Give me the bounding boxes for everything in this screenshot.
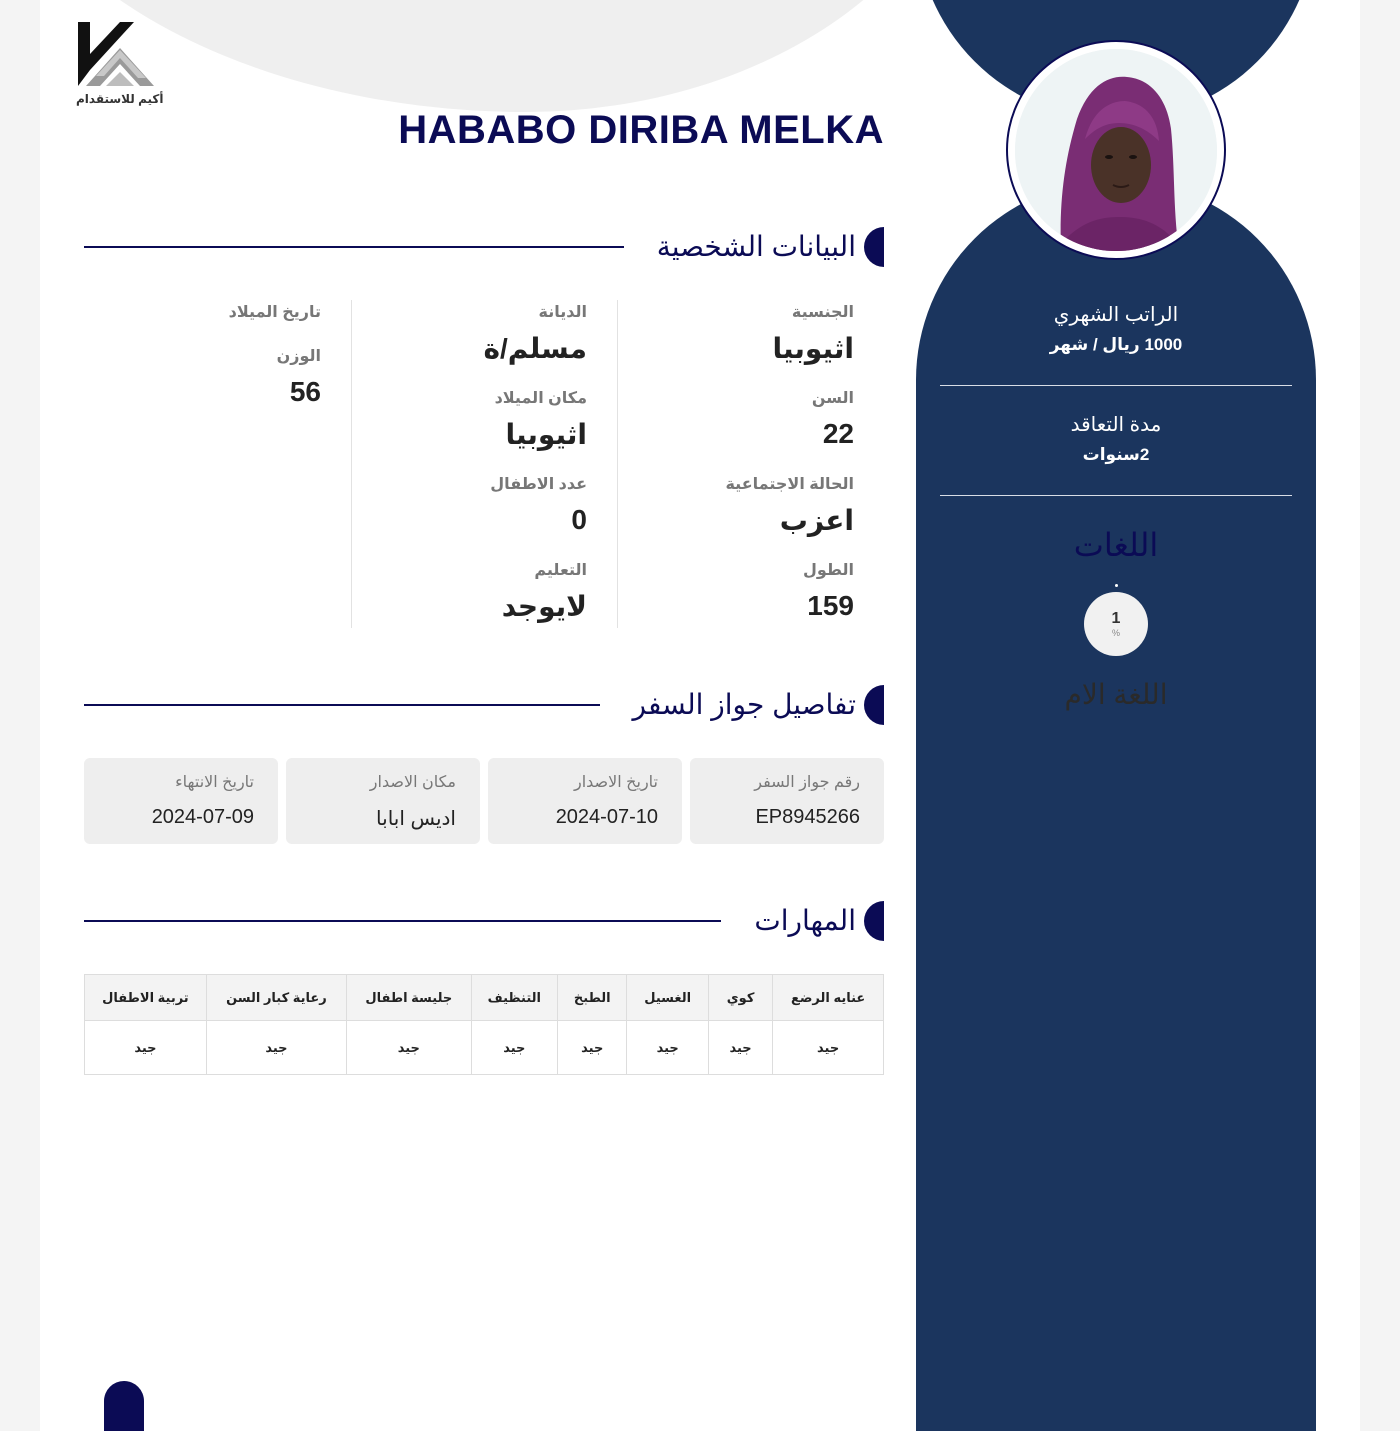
section-marker bbox=[864, 901, 884, 941]
religion-label: الديانة bbox=[538, 304, 587, 321]
height-label: الطول bbox=[803, 562, 854, 579]
height-value: 159 bbox=[807, 590, 854, 621]
salary-value: 1000 ريال / شهر bbox=[1049, 335, 1183, 354]
logo-mark-icon bbox=[76, 20, 158, 92]
issue-date-value: 2024-07-10 bbox=[555, 806, 658, 828]
age-label: السن bbox=[811, 390, 854, 407]
birth-date-label: تاريخ الميلاد bbox=[228, 304, 321, 321]
issue-date-card bbox=[488, 758, 682, 844]
passport-number-label: رقم جواز السفر bbox=[754, 774, 860, 791]
religion-value: مسلم/ة bbox=[483, 333, 587, 364]
passport-number-value: EP8945266 bbox=[755, 806, 860, 828]
personal-section-title: البيانات الشخصية bbox=[656, 231, 856, 262]
skill-header: كوي bbox=[708, 975, 772, 1021]
marital-status-value: اعزب bbox=[779, 505, 854, 536]
age-field bbox=[812, 388, 854, 450]
section-divider bbox=[84, 704, 600, 706]
skill-value: جيد bbox=[773, 1021, 884, 1075]
skill-value: جيد bbox=[347, 1021, 472, 1075]
photo-frame bbox=[1006, 40, 1226, 260]
issue-place-label: مكان الاصدار bbox=[369, 774, 456, 791]
education-field bbox=[502, 560, 587, 623]
nationality-field bbox=[772, 302, 854, 365]
education-value: لايوجد bbox=[501, 591, 587, 622]
language-level-unit: % bbox=[1111, 628, 1120, 638]
section-divider bbox=[84, 246, 624, 248]
birth-date-field bbox=[229, 302, 321, 332]
skill-value: جيد bbox=[471, 1021, 557, 1075]
sidebar-divider bbox=[940, 495, 1292, 496]
header-background bbox=[40, 0, 980, 112]
language-level-circle bbox=[1084, 592, 1148, 656]
candidate-name: HABABO DIRIBA MELKA bbox=[398, 108, 884, 152]
salary-block bbox=[940, 302, 1292, 355]
skill-value: جيد bbox=[708, 1021, 772, 1075]
sidebar-divider bbox=[940, 385, 1292, 386]
weight-label: الوزن bbox=[276, 348, 321, 365]
skill-header: تربية الاطفال bbox=[85, 975, 207, 1021]
birth-place-label: مكان الميلاد bbox=[494, 390, 587, 407]
religion-field bbox=[483, 302, 587, 365]
weight-field bbox=[277, 346, 321, 408]
personal-grid bbox=[84, 300, 884, 628]
passport-section-title: تفاصيل جواز السفر bbox=[632, 689, 856, 720]
logo-text: أكيم للاستقدام bbox=[76, 92, 164, 106]
nationality-label: الجنسية bbox=[791, 304, 854, 321]
language-name: اللغة الام bbox=[1064, 679, 1168, 710]
candidate-photo bbox=[1015, 49, 1217, 253]
issue-place-card bbox=[286, 758, 480, 844]
expiry-date-card bbox=[84, 758, 278, 844]
language-level-value: 1 bbox=[1111, 610, 1121, 627]
section-divider bbox=[84, 920, 721, 922]
sidebar bbox=[916, 0, 1316, 1431]
skill-header: الغسيل bbox=[627, 975, 708, 1021]
languages-bullet bbox=[1115, 584, 1118, 587]
skill-header: التنظيف bbox=[471, 975, 557, 1021]
birth-place-value: اثيوبيا bbox=[505, 419, 587, 450]
personal-column-3 bbox=[83, 300, 352, 628]
expiry-date-value: 2024-07-09 bbox=[151, 806, 254, 828]
skill-value: جيد bbox=[85, 1021, 207, 1075]
skill-header: عنايه الرضع bbox=[773, 975, 884, 1021]
section-marker bbox=[864, 685, 884, 725]
skills-section-header bbox=[84, 901, 884, 941]
marital-status-field bbox=[725, 474, 854, 537]
skill-value: جيد bbox=[206, 1021, 346, 1075]
expiry-date-label: تاريخ الانتهاء bbox=[175, 774, 254, 791]
personal-column-1 bbox=[618, 300, 884, 628]
contract-block bbox=[940, 412, 1292, 465]
age-value: 22 bbox=[822, 418, 854, 449]
marital-status-label: الحالة الاجتماعية bbox=[725, 476, 854, 493]
sidebar-background bbox=[916, 180, 1316, 1431]
cv-page bbox=[40, 0, 1360, 1431]
section-marker bbox=[864, 227, 884, 267]
skill-value: جيد bbox=[627, 1021, 708, 1075]
contract-label: مدة التعاقد bbox=[1070, 414, 1162, 436]
children-value: 0 bbox=[571, 504, 587, 535]
weight-value: 56 bbox=[289, 376, 321, 407]
passport-number-card bbox=[690, 758, 884, 844]
skills-table bbox=[84, 974, 884, 1075]
personal-column-2 bbox=[351, 300, 618, 628]
height-field bbox=[803, 560, 854, 622]
skills-section-title: المهارات bbox=[754, 905, 856, 936]
skill-value: جيد bbox=[558, 1021, 627, 1075]
children-field bbox=[490, 474, 587, 536]
issue-place-value: اديس ابابا bbox=[376, 808, 456, 830]
languages-title: اللغات bbox=[1073, 527, 1159, 563]
skills-header-row bbox=[85, 975, 884, 1021]
salary-label: الراتب الشهري bbox=[1053, 304, 1179, 326]
birth-place-field bbox=[495, 388, 587, 451]
person-avatar-icon bbox=[1015, 49, 1217, 251]
skill-header: جليسة اطفال bbox=[347, 975, 472, 1021]
skill-header: رعاية كبار السن bbox=[206, 975, 346, 1021]
children-label: عدد الاطفال bbox=[490, 476, 587, 493]
nationality-value: اثيوبيا bbox=[772, 333, 854, 364]
personal-section-header bbox=[84, 227, 884, 267]
footer-marker bbox=[104, 1381, 144, 1431]
issue-date-label: تاريخ الاصدار bbox=[573, 774, 658, 791]
skills-value-row bbox=[85, 1021, 884, 1075]
skill-header: الطبخ bbox=[558, 975, 627, 1021]
passport-section-header bbox=[84, 685, 884, 725]
company-logo bbox=[76, 20, 164, 110]
contract-value: 2سنوات bbox=[1082, 445, 1150, 464]
education-label: التعليم bbox=[534, 562, 587, 579]
